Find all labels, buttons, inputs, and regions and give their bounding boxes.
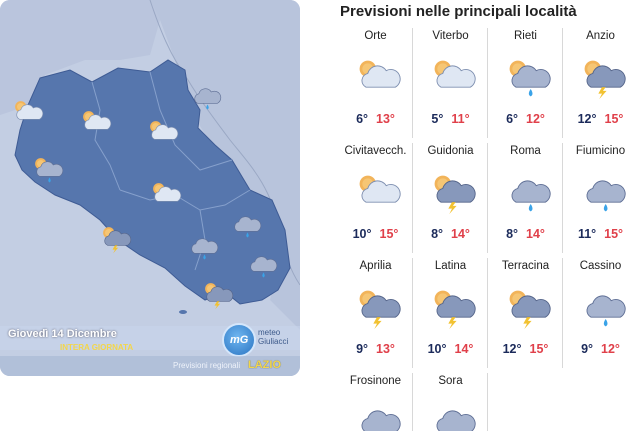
temperature-max: 13°	[376, 342, 395, 356]
temperature-min: 8°	[431, 227, 444, 241]
partly-cloudy-icon	[427, 56, 477, 100]
location-card[interactable]	[488, 28, 563, 138]
temperatures	[563, 342, 638, 356]
location-card[interactable]	[488, 143, 563, 253]
temperature-min: 9°	[581, 342, 594, 356]
cloud-rain-icon	[502, 171, 552, 215]
cloud-rain-icon	[352, 401, 402, 431]
page-title: Previsioni nelle principali località	[340, 3, 577, 20]
temperature-max: 12°	[526, 112, 545, 126]
footer-label: Previsioni regionali	[173, 361, 241, 370]
location-card[interactable]	[338, 373, 413, 431]
cloud-rain-icon	[185, 232, 219, 262]
temperatures	[338, 342, 413, 356]
temperature-max: 14°	[451, 227, 470, 241]
location-card[interactable]	[413, 28, 488, 138]
partly-cloudy-thunder-icon	[577, 56, 627, 100]
partly-cloudy-rain-icon	[30, 155, 64, 185]
partly-cloudy-thunder-icon	[200, 280, 234, 310]
temperatures	[338, 112, 413, 126]
temperature-min: 10°	[352, 227, 372, 241]
partly-cloudy-icon	[78, 108, 112, 138]
temperatures	[563, 227, 638, 241]
partly-cloudy-thunder-icon	[427, 171, 477, 215]
location-name: Roma	[510, 145, 541, 157]
temperatures	[413, 227, 488, 241]
meteo-giuliacci-logo[interactable]	[222, 323, 256, 357]
temperature-min: 10°	[427, 342, 447, 356]
brand-line-2: Giuliacci	[258, 337, 289, 346]
thunderstorm-icon	[98, 224, 132, 254]
location-name: Civitavecch.	[344, 145, 407, 157]
location-name: Fiumicino	[575, 145, 626, 157]
temperature-min: 6°	[506, 112, 519, 126]
region-name: LAZIO	[248, 359, 281, 371]
temperature-max: 15°	[604, 112, 624, 126]
temperature-min: 12°	[577, 112, 597, 126]
temperatures	[488, 227, 563, 241]
location-card[interactable]	[338, 258, 413, 368]
location-name: Anzio	[586, 30, 615, 42]
temperature-max: 14°	[526, 227, 545, 241]
temperature-min: 8°	[506, 227, 519, 241]
location-name: Terracina	[501, 260, 550, 272]
brand-name	[258, 328, 288, 346]
forecast-period: INTERA GIORNATA	[60, 343, 134, 352]
temperature-max: 15°	[529, 342, 549, 356]
location-name: Aprilia	[359, 260, 392, 272]
location-card[interactable]	[413, 143, 488, 253]
cloud-rain-icon	[228, 210, 262, 240]
location-name: Sora	[438, 375, 463, 387]
temperature-max: 13°	[376, 112, 395, 126]
location-card[interactable]	[338, 143, 413, 253]
island	[179, 310, 187, 314]
partly-cloudy-thunder-icon	[352, 286, 402, 330]
temperatures	[488, 342, 563, 356]
location-card[interactable]	[563, 143, 638, 253]
location-card[interactable]	[563, 28, 638, 138]
partly-cloudy-icon	[145, 118, 179, 148]
partly-cloudy-icon	[352, 56, 402, 100]
temperature-max: 14°	[454, 342, 474, 356]
partly-cloudy-icon	[10, 98, 44, 128]
temperature-max: 11°	[451, 112, 470, 126]
temperatures	[338, 227, 413, 241]
forecast-date: Giovedì 14 Dicembre	[8, 328, 117, 340]
cloud-rain-icon	[188, 82, 222, 112]
location-card[interactable]	[563, 258, 638, 368]
logo-text: mG	[230, 334, 249, 346]
location-name: Guidonia	[427, 145, 474, 157]
temperature-min: 12°	[502, 342, 522, 356]
cloud-rain-icon	[427, 401, 477, 431]
location-name: Cassino	[579, 260, 622, 272]
location-name: Viterbo	[432, 30, 469, 42]
partly-cloudy-thunder-icon	[427, 286, 477, 330]
location-name: Latina	[434, 260, 467, 272]
temperatures	[413, 112, 488, 126]
location-card[interactable]	[488, 258, 563, 368]
partly-cloudy-icon	[148, 180, 182, 210]
partly-cloudy-thunder-icon	[502, 286, 552, 330]
temperature-min: 5°	[431, 112, 444, 126]
cloud-rain-icon	[577, 286, 627, 330]
location-name: Frosinone	[349, 375, 402, 387]
temperatures	[563, 112, 638, 126]
temperature-max: 15°	[379, 227, 399, 241]
temperature-min: 11°	[577, 227, 597, 241]
location-name: Rieti	[513, 30, 537, 42]
partly-cloudy-rain-icon	[502, 56, 552, 100]
partly-cloudy-icon	[352, 171, 402, 215]
regional-forecast-map[interactable]	[0, 0, 300, 376]
cloud-rain-icon	[577, 171, 627, 215]
brand-line-1: meteo	[258, 328, 281, 337]
temperature-min: 9°	[356, 342, 369, 356]
temperatures	[413, 342, 488, 356]
temperature-max: 15°	[604, 227, 624, 241]
temperature-max: 12°	[601, 342, 620, 356]
location-card[interactable]	[413, 373, 488, 431]
temperatures	[488, 112, 563, 126]
location-card[interactable]	[413, 258, 488, 368]
temperature-min: 6°	[356, 112, 369, 126]
location-card[interactable]	[338, 28, 413, 138]
cloud-rain-icon	[244, 250, 278, 280]
location-name: Orte	[364, 30, 387, 42]
